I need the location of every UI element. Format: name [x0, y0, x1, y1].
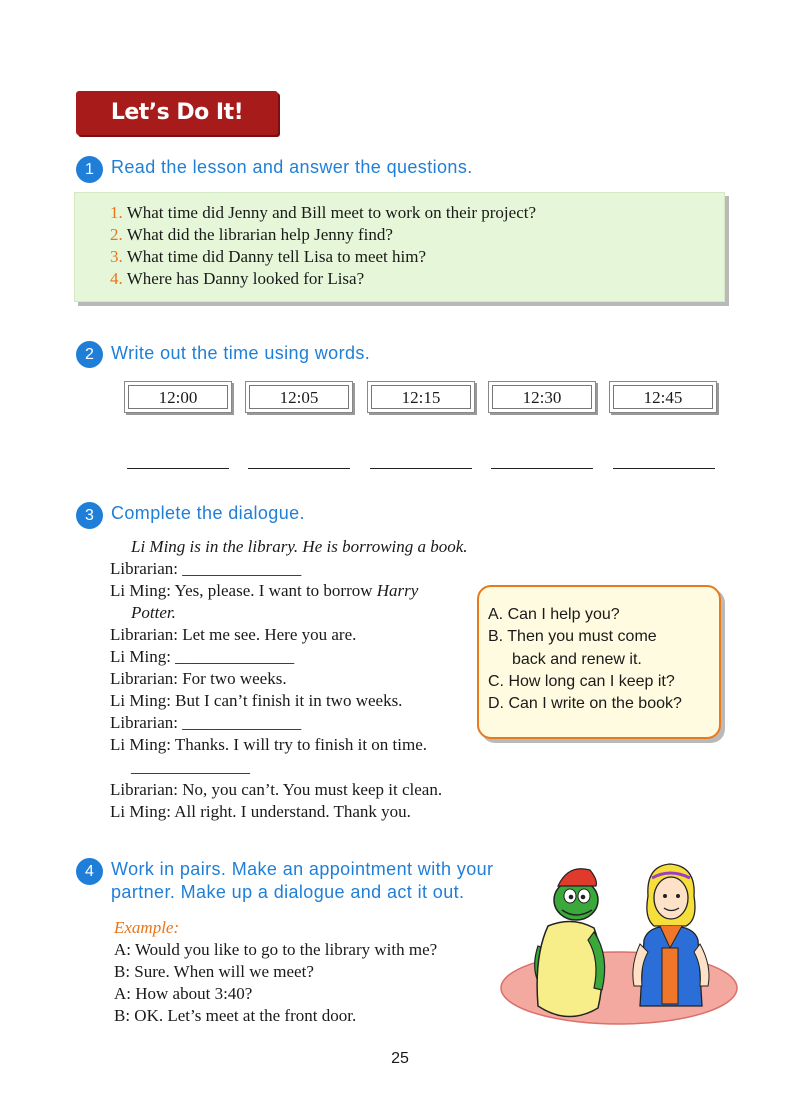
- dialogue-line: Li Ming: All right. I understand. Thank you.: [110, 802, 411, 821]
- dialogue-line: Librarian: Let me see. Here you are.: [110, 625, 357, 644]
- dialogue-line: Potter.: [131, 603, 176, 622]
- dialogue-line: Librarian: ______________: [110, 559, 302, 578]
- example-line: B: OK. Let’s meet at the front door.: [114, 1006, 357, 1025]
- page-number: 25: [391, 1050, 409, 1067]
- section-2-number: 2: [76, 341, 103, 368]
- section-4-title-line-2: partner. Make up a dialogue and act it out.: [111, 882, 465, 902]
- option-b-continued: back and renew it.: [512, 651, 642, 668]
- answer-blank[interactable]: [491, 468, 593, 469]
- dialogue-intro: Li Ming is in the library. He is borrowing a book.: [131, 537, 468, 556]
- answer-blank[interactable]: [248, 468, 350, 469]
- section-4-number: 4: [76, 858, 103, 885]
- girl-character: [633, 864, 709, 1006]
- time-box: 12:05: [245, 381, 353, 413]
- dialogue-line: Li Ming: Thanks. I will try to finish it on time.: [110, 735, 428, 754]
- option-a: A. Can I help you?: [488, 606, 620, 623]
- section-3-title: Complete the dialogue.: [111, 503, 305, 523]
- time-box: 12:45: [609, 381, 717, 413]
- option-c: C. How long can I keep it?: [488, 673, 675, 690]
- time-box: 12:30: [488, 381, 596, 413]
- section-4-title-line-1: Work in pairs. Make an appointment with your: [111, 859, 494, 879]
- time-box: 12:15: [367, 381, 475, 413]
- dialogue-line: Li Ming: But I can’t finish it in two weeks.: [110, 691, 403, 710]
- dialogue-line: Librarian: For two weeks.: [110, 669, 287, 688]
- section-3-number: 3: [76, 502, 103, 529]
- example-line: A: How about 3:40?: [114, 984, 253, 1003]
- question-3: 3. What time did Danny tell Lisa to meet him?: [110, 247, 427, 266]
- answer-blank[interactable]: [613, 468, 715, 469]
- example-line: B: Sure. When will we meet?: [114, 962, 314, 981]
- example-line: A: Would you like to go to the library with me?: [114, 940, 438, 959]
- question-4: 4. Where has Danny looked for Lisa?: [110, 269, 365, 288]
- example-label: Example:: [114, 918, 180, 937]
- question-2: 2. What did the librarian help Jenny find?: [110, 225, 393, 244]
- dialogue-line: Librarian: No, you can’t. You must keep it clean.: [110, 780, 443, 799]
- dialogue-line: Librarian: ______________: [110, 713, 302, 732]
- answer-blank[interactable]: [370, 468, 472, 469]
- children-illustration: [498, 856, 740, 1026]
- dialogue-line: ______________: [131, 757, 250, 776]
- dialogue-line: Li Ming: Yes, please. I want to borrow Harry: [110, 581, 419, 600]
- section-2-title: Write out the time using words.: [111, 343, 371, 363]
- dialogue-line: Li Ming: ______________: [110, 647, 295, 666]
- option-b: B. Then you must come: [488, 628, 657, 645]
- section-1-number: 1: [76, 156, 103, 183]
- answer-blank[interactable]: [127, 468, 229, 469]
- dinosaur-character: [535, 869, 605, 1017]
- question-1: 1. What time did Jenny and Bill meet to work on their project?: [110, 203, 537, 222]
- option-d: D. Can I write on the book?: [488, 695, 682, 712]
- time-box: 12:00: [124, 381, 232, 413]
- section-1-title: Read the lesson and answer the questions.: [111, 157, 473, 177]
- book-title: Harry: [376, 581, 419, 600]
- lets-do-it-banner: Let’s Do It!: [76, 91, 278, 135]
